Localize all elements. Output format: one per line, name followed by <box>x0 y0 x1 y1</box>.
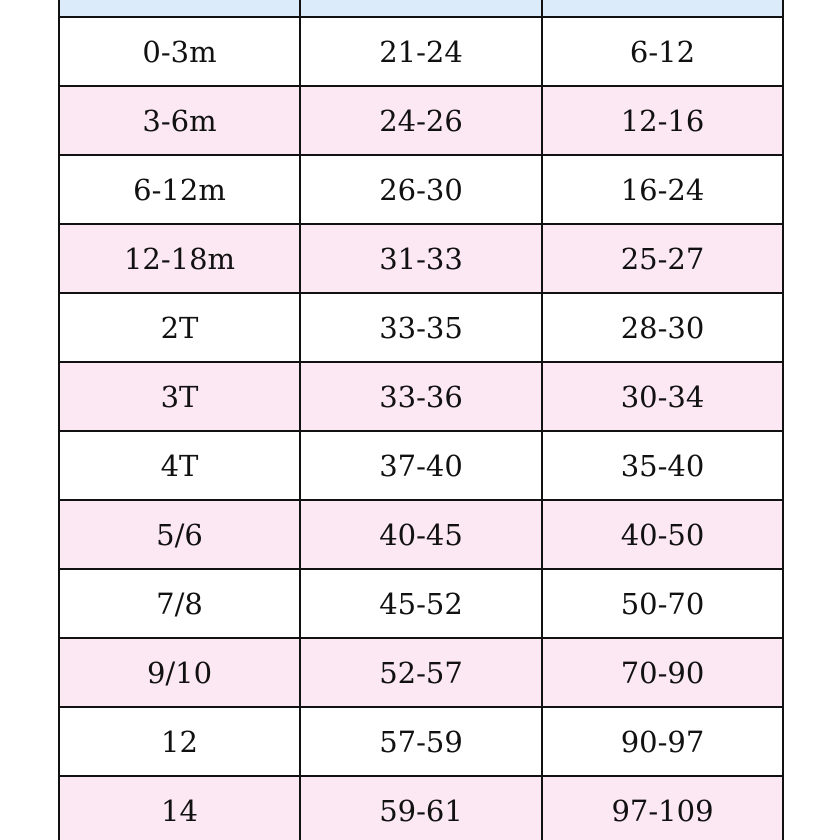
table-cell-col2: 26-30 <box>300 155 542 224</box>
table-cell-col2: 21-24 <box>300 17 542 86</box>
table-cell-col2: 24-26 <box>300 86 542 155</box>
table-cell-size: 9/10 <box>59 638 300 707</box>
table-cell-col2: 31-33 <box>300 224 542 293</box>
table-cell-col3: 12-16 <box>542 86 783 155</box>
table-cell-col3: 25-27 <box>542 224 783 293</box>
header-cell-col3 <box>542 0 783 17</box>
table-cell-col2: 33-36 <box>300 362 542 431</box>
table-row <box>59 155 783 224</box>
header-cell-size <box>59 0 300 17</box>
table-cell-col2: 59-61 <box>300 776 542 840</box>
table-cell-col2: 45-52 <box>300 569 542 638</box>
table-cell-col2: 33-35 <box>300 293 542 362</box>
table-row <box>59 86 783 155</box>
table-cell-col3: 90-97 <box>542 707 783 776</box>
table-row <box>59 224 783 293</box>
table-cell-col3: 40-50 <box>542 500 783 569</box>
size-chart-table <box>58 0 784 840</box>
table-cell-col2: 57-59 <box>300 707 542 776</box>
table-cell-col3: 6-12 <box>542 17 783 86</box>
table-row <box>59 638 783 707</box>
table-cell-col2: 40-45 <box>300 500 542 569</box>
table-row <box>59 707 783 776</box>
table-cell-size: 12-18m <box>59 224 300 293</box>
table-row <box>59 17 783 86</box>
table-cell-size: 4T <box>59 431 300 500</box>
table-cell-size: 3-6m <box>59 86 300 155</box>
table-cell-size: 5/6 <box>59 500 300 569</box>
table-cell-size: 7/8 <box>59 569 300 638</box>
table-cell-col3: 97-109 <box>542 776 783 840</box>
table-cell-col3: 70-90 <box>542 638 783 707</box>
table-row <box>59 569 783 638</box>
table-cell-col3: 30-34 <box>542 362 783 431</box>
table-row <box>59 776 783 840</box>
table-cell-size: 0-3m <box>59 17 300 86</box>
table-row <box>59 431 783 500</box>
table-cell-size: 12 <box>59 707 300 776</box>
table-header <box>59 0 783 17</box>
table-row <box>59 293 783 362</box>
header-row <box>59 0 783 17</box>
header-cell-col2 <box>300 0 542 17</box>
table-cell-col3: 50-70 <box>542 569 783 638</box>
table-cell-size: 6-12m <box>59 155 300 224</box>
table-cell-size: 14 <box>59 776 300 840</box>
table-row <box>59 362 783 431</box>
table-row <box>59 500 783 569</box>
table-cell-col3: 16-24 <box>542 155 783 224</box>
table-cell-col2: 37-40 <box>300 431 542 500</box>
table-cell-size: 2T <box>59 293 300 362</box>
table-cell-col3: 28-30 <box>542 293 783 362</box>
table-cell-size: 3T <box>59 362 300 431</box>
table-body <box>59 17 783 840</box>
table-cell-col2: 52-57 <box>300 638 542 707</box>
table-cell-col3: 35-40 <box>542 431 783 500</box>
